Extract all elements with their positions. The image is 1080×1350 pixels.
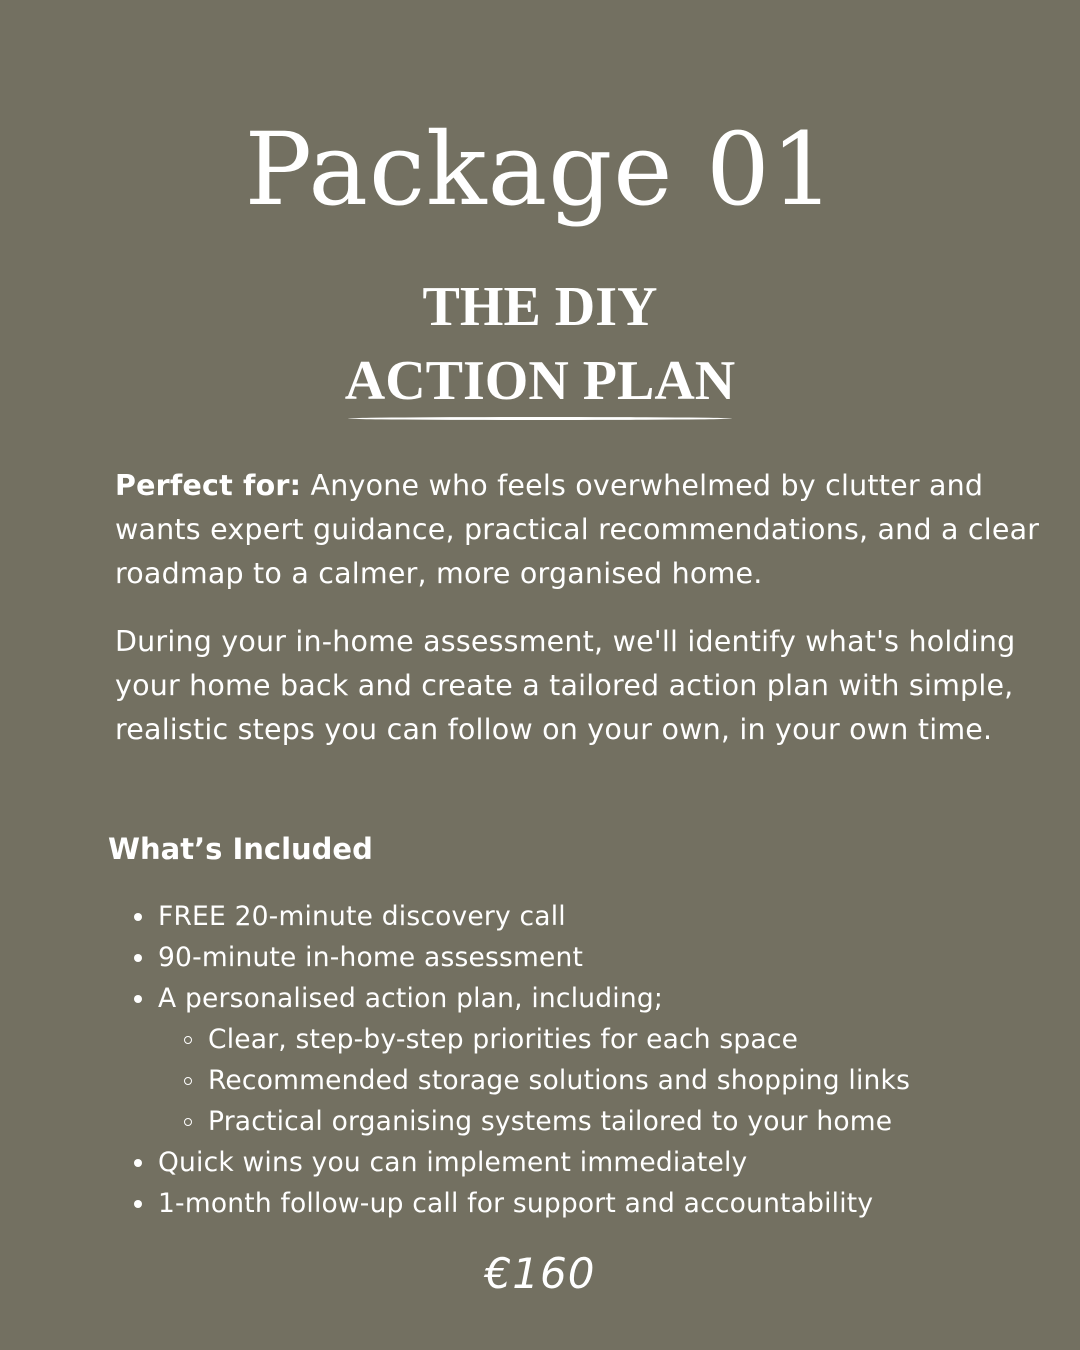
list-item-label: A personalised action plan, including; bbox=[158, 983, 663, 1014]
price-label: €160 bbox=[484, 1249, 596, 1298]
circle-bullet-icon bbox=[184, 1036, 192, 1044]
sub-list-item-label: Recommended storage solutions and shopping links bbox=[208, 1065, 911, 1096]
sub-list-item bbox=[130, 1101, 1050, 1142]
sub-list-item bbox=[130, 1019, 1050, 1060]
included-heading: What’s Included bbox=[108, 832, 373, 866]
list-item-label: 90-minute in-home assessment bbox=[158, 942, 584, 973]
bullet-icon bbox=[134, 995, 142, 1003]
bullet-icon bbox=[134, 1159, 142, 1167]
bullet-icon bbox=[134, 1200, 142, 1208]
list-item-label: 1-month follow-up call for support and accountability bbox=[158, 1188, 874, 1219]
circle-bullet-icon bbox=[184, 1118, 192, 1126]
sub-list-item bbox=[130, 1060, 1050, 1101]
sub-list-item-label: Practical organising systems tailored to your home bbox=[208, 1106, 893, 1137]
page-title: Package 01 bbox=[244, 111, 836, 228]
perfect-for-label: Perfect for: bbox=[115, 469, 302, 502]
subtitle-line-2: ACTION PLAN bbox=[344, 350, 736, 412]
sub-list-item-label: Clear, step-by-step priorities for each space bbox=[208, 1024, 799, 1055]
bullet-icon bbox=[134, 954, 142, 962]
bullet-icon bbox=[134, 913, 142, 921]
list-item-label: Quick wins you can implement immediately bbox=[158, 1147, 748, 1178]
list-item-label: FREE 20-minute discovery call bbox=[158, 901, 566, 932]
list-item bbox=[130, 1183, 1050, 1224]
circle-bullet-icon bbox=[184, 1077, 192, 1085]
list-item bbox=[130, 937, 1050, 978]
subtitle-line-1: THE DIY bbox=[422, 276, 658, 338]
list-item bbox=[130, 896, 1050, 937]
title-divider bbox=[348, 417, 732, 420]
perfect-for-text: Anyone who feels overwhelmed by clutter and wants expert guidance, practical recommendations, and a clear roadmap to a calmer, more organised home. bbox=[115, 469, 1040, 590]
package-subtitle bbox=[0, 270, 1080, 418]
perfect-for-paragraph bbox=[115, 464, 1045, 596]
description-paragraph: During your in-home assessment, we'll identify what's holding your home back and create a tailored action plan with simple, realistic steps you can follow on your own, in your own time. bbox=[115, 625, 1016, 746]
included-list bbox=[130, 896, 1050, 1224]
list-item bbox=[130, 1142, 1050, 1183]
list-item bbox=[130, 978, 1050, 1019]
